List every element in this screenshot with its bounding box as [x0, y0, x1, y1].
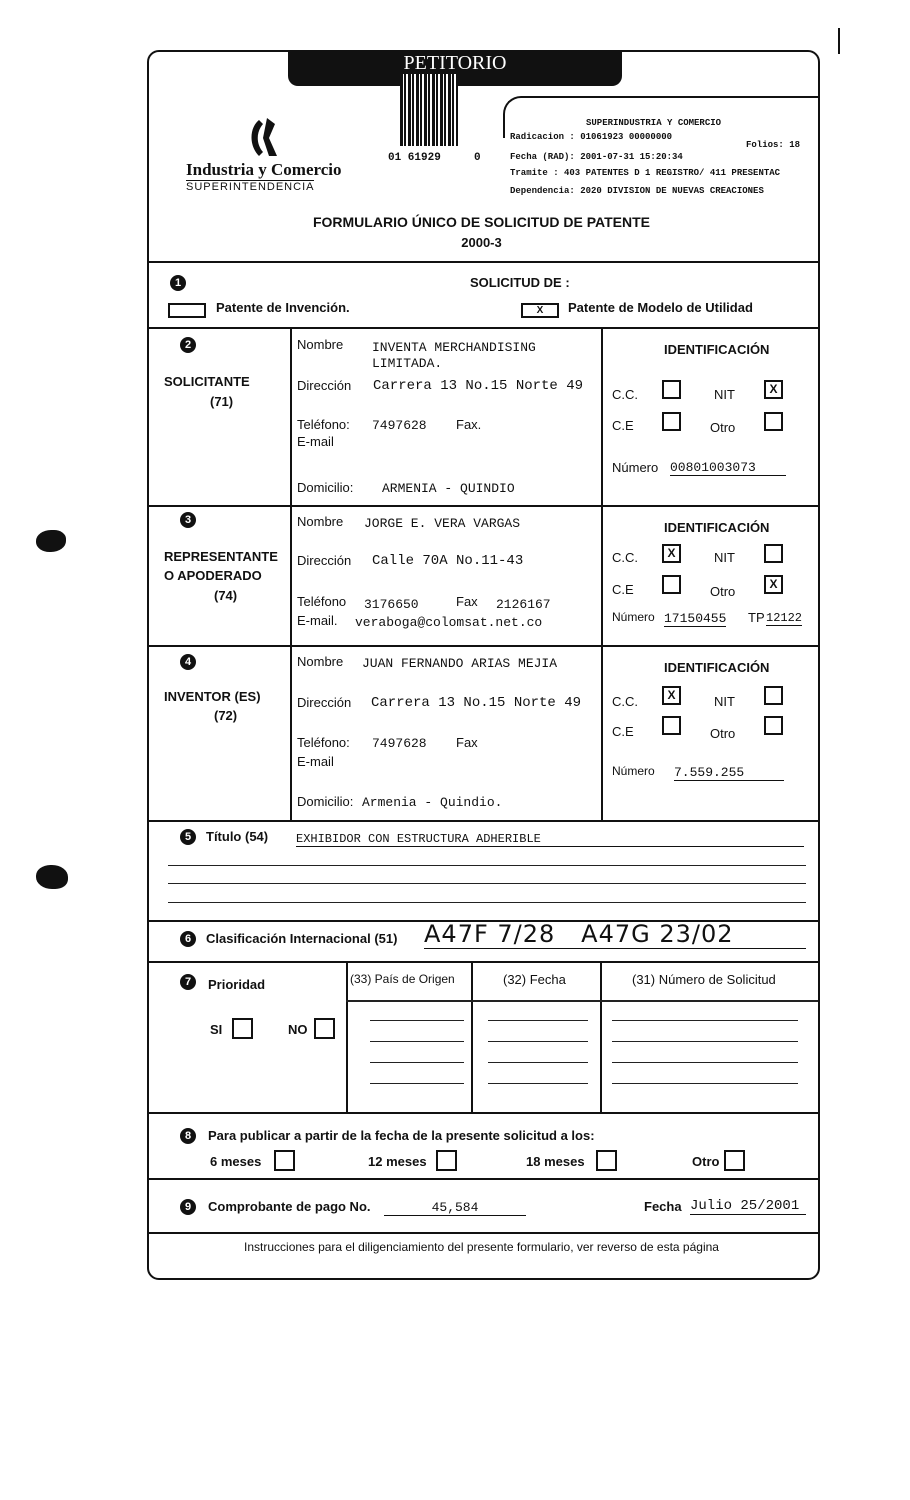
inventor-direccion: Carrera 13 No.15 Norte 49 — [371, 695, 582, 711]
prioridad-row — [488, 1020, 588, 1021]
numero-solicitud-header: (31) Número de Solicitud — [632, 972, 776, 987]
solicitante-numero: 00801003073 — [670, 460, 786, 476]
cc-checkbox[interactable]: X — [662, 686, 681, 705]
barcode — [400, 74, 458, 146]
publicar-label: Para publicar a partir de la fecha de la presente solicitud a los: — [208, 1128, 595, 1143]
solicitante-domicilio: ARMENIA - QUINDIO — [382, 481, 515, 496]
opt-12-meses-label: 12 meses — [368, 1154, 427, 1169]
stamp-radicacion: Radicacion : 01061923 00000000 — [510, 132, 673, 142]
prioridad-row — [370, 1062, 464, 1063]
nit-checkbox[interactable] — [764, 686, 783, 705]
divider — [147, 1232, 818, 1234]
barcode-number: 01 61929 — [388, 152, 441, 164]
otro-label: Otro — [710, 726, 736, 741]
divider — [147, 505, 818, 507]
banner-title: PETITORIO — [403, 52, 507, 74]
representante-email: veraboga@colomsat.net.co — [355, 615, 543, 630]
solicitante-direccion: Carrera 13 No.15 Norte 49 — [373, 378, 584, 394]
cc-label: C.C. — [612, 550, 638, 565]
footer-instructions: Instrucciones para el diligenciamiento del presente formulario, ver reverso de esta página — [244, 1240, 719, 1254]
email-label: E-mail. — [297, 613, 338, 628]
solicitante-code: (71) — [210, 394, 234, 409]
prioridad-row — [612, 1062, 798, 1063]
email-label: E-mail — [297, 754, 334, 769]
prioridad-row — [612, 1083, 798, 1084]
barcode-suffix: 0 — [474, 152, 481, 164]
prioridad-label: Prioridad — [208, 977, 266, 992]
section-number: 1 — [170, 275, 186, 291]
ce-checkbox[interactable] — [662, 412, 681, 431]
section-number: 8 — [180, 1128, 196, 1144]
divider — [147, 1112, 818, 1114]
no-checkbox[interactable] — [314, 1018, 335, 1039]
direccion-label: Dirección — [297, 378, 352, 393]
checkbox-modelo-utilidad[interactable]: X — [521, 303, 559, 318]
titulo-line — [168, 883, 806, 884]
section-number: 9 — [180, 1199, 196, 1215]
divider — [147, 261, 818, 263]
domicilio-label: Domicilio: — [297, 794, 354, 809]
clasificacion-value: A47F 7/28 A47G 23/02 — [424, 920, 806, 949]
tp-label: TP — [748, 610, 765, 625]
otro-checkbox[interactable] — [764, 716, 783, 735]
fax-label: Fax. — [456, 417, 482, 432]
stamp-folios: Folios: 18 — [746, 140, 801, 150]
fax-label: Fax — [456, 735, 478, 750]
nombre-label: Nombre — [297, 337, 344, 352]
titulo-label: Título (54) — [206, 829, 269, 844]
titulo-line — [168, 902, 806, 903]
representante-nombre: JORGE E. VERA VARGAS — [364, 516, 521, 531]
si-label: SI — [210, 1022, 223, 1037]
prioridad-row — [488, 1083, 588, 1084]
ce-label: C.E — [612, 418, 634, 433]
ink-blot — [36, 530, 66, 552]
prioridad-row — [612, 1020, 798, 1021]
inventor-numero: 7.559.255 — [674, 765, 784, 781]
domicilio-label: Domicilio: — [297, 480, 354, 495]
comprobante-label: Comprobante de pago No. — [208, 1199, 371, 1214]
titulo-value: EXHIBIDOR CON ESTRUCTURA ADHERIBLE — [296, 832, 804, 847]
cc-label: C.C. — [612, 387, 638, 402]
cc-label: C.C. — [612, 694, 638, 709]
representante-fax: 2126167 — [496, 597, 551, 612]
solicitante-label: SOLICITANTE — [164, 374, 250, 389]
inventor-label: INVENTOR (ES) — [164, 689, 261, 704]
nit-label: NIT — [714, 387, 735, 402]
identificacion-header: IDENTIFICACIÓN — [664, 660, 770, 675]
form-code: 2000-3 — [461, 235, 502, 250]
label-invencion: Patente de Invención. — [216, 300, 350, 315]
logo-subtitle: SUPERINTENDENCIA — [186, 181, 315, 193]
telefono-label: Teléfono — [297, 594, 347, 609]
otro-checkbox[interactable] — [764, 412, 783, 431]
nombre-label: Nombre — [297, 654, 344, 669]
divider — [147, 327, 818, 329]
col-divider — [601, 327, 603, 820]
prioridad-row — [370, 1020, 464, 1021]
logo-name: Industria y Comercio — [186, 160, 342, 179]
inventor-code: (72) — [214, 708, 238, 723]
representante-tp: 12122 — [766, 611, 803, 625]
divider — [147, 1178, 818, 1180]
section-number: 2 — [180, 337, 196, 353]
otro-checkbox[interactable]: X — [764, 575, 783, 594]
nit-label: NIT — [714, 694, 735, 709]
clasificacion-label: Clasificación Internacional (51) — [206, 931, 398, 946]
representante-label-2: O APODERADO — [164, 568, 262, 583]
section-number: 5 — [180, 829, 196, 845]
fax-label: Fax — [456, 594, 478, 609]
solicitante-nombre-1: INVENTA MERCHANDISING — [372, 340, 536, 355]
comprobante-value: 45,584 — [384, 1200, 526, 1216]
solicitante-nombre-2: LIMITADA. — [372, 356, 443, 371]
titulo-line — [168, 865, 806, 866]
section-number: 3 — [180, 512, 196, 528]
opt-otro-checkbox[interactable] — [724, 1150, 745, 1171]
prioridad-row — [488, 1062, 588, 1063]
fecha-value: Julio 25/2001 — [690, 1198, 806, 1215]
divider — [147, 961, 818, 963]
section-number: 7 — [180, 974, 196, 990]
prioridad-row — [488, 1041, 588, 1042]
divider — [147, 645, 818, 647]
identificacion-header: IDENTIFICACIÓN — [664, 342, 770, 357]
fecha-header: (32) Fecha — [503, 972, 566, 987]
cc-checkbox[interactable]: X — [662, 544, 681, 563]
cc-checkbox[interactable] — [662, 380, 681, 399]
otro-label: Otro — [710, 420, 736, 435]
telefono-label: Teléfono: — [297, 735, 350, 750]
nit-checkbox[interactable]: X — [764, 380, 783, 399]
representante-direccion: Calle 70A No.11-43 — [372, 553, 524, 569]
direccion-label: Dirección — [297, 695, 352, 710]
representante-code: (74) — [214, 588, 238, 603]
opt-12-meses-checkbox[interactable] — [436, 1150, 457, 1171]
representante-label-1: REPRESENTANTE — [164, 549, 278, 564]
telefono-label: Teléfono: — [297, 417, 350, 432]
numero-label: Número — [612, 460, 659, 475]
fecha-label: Fecha — [644, 1199, 682, 1214]
col-divider — [346, 961, 348, 1112]
prioridad-row — [370, 1083, 464, 1084]
opt-18-meses-checkbox[interactable] — [596, 1150, 617, 1171]
stamp-tramite: Tramite : 403 PATENTES D 1 REGISTRO/ 411 PRESENTAC — [510, 168, 781, 178]
prioridad-row — [370, 1041, 464, 1042]
stamp-entity: SUPERINDUSTRIA Y COMERCIO — [586, 118, 722, 128]
nit-label: NIT — [714, 550, 735, 565]
pais-origen-header: (33) País de Origen — [350, 972, 455, 986]
label-modelo-utilidad: Patente de Modelo de Utilidad — [568, 300, 753, 315]
col-divider — [290, 327, 292, 820]
inventor-telefono: 7497628 — [372, 736, 427, 751]
numero-label: Número — [612, 764, 655, 778]
si-checkbox[interactable] — [232, 1018, 253, 1039]
otro-label: Otro — [710, 584, 736, 599]
section-number: 4 — [180, 654, 196, 670]
opt-6-meses-label: 6 meses — [210, 1154, 262, 1169]
col-divider — [471, 961, 473, 1112]
stamp-fecha: Fecha (RAD): 2001-07-31 15:20:34 — [510, 152, 683, 162]
prioridad-row — [612, 1041, 798, 1042]
divider — [147, 820, 818, 822]
opt-6-meses-checkbox[interactable] — [274, 1150, 295, 1171]
logo-emblem — [245, 116, 283, 160]
representante-numero: 17150455 — [664, 611, 727, 626]
ce-label: C.E — [612, 582, 634, 597]
ce-checkbox[interactable] — [662, 716, 681, 735]
opt-otro-label: Otro — [692, 1154, 720, 1169]
prioridad-header-line — [346, 1000, 818, 1002]
checkbox-invencion[interactable] — [168, 303, 206, 318]
ce-label: C.E — [612, 724, 634, 739]
section-1-title: SOLICITUD DE : — [470, 275, 570, 290]
numero-label: Número — [612, 610, 655, 624]
stamp-dependencia: Dependencia: 2020 DIVISION DE NUEVAS CREACIONES — [510, 186, 764, 196]
no-label: NO — [288, 1022, 308, 1037]
opt-18-meses-label: 18 meses — [526, 1154, 585, 1169]
solicitante-telefono: 7497628 — [372, 418, 427, 433]
margin-mark — [838, 28, 840, 54]
nombre-label: Nombre — [297, 514, 344, 529]
inventor-nombre: JUAN FERNANDO ARIAS MEJIA — [362, 656, 558, 671]
nit-checkbox[interactable] — [764, 544, 783, 563]
ce-checkbox[interactable] — [662, 575, 681, 594]
ink-blot — [36, 865, 68, 889]
identificacion-header: IDENTIFICACIÓN — [664, 520, 770, 535]
col-divider — [600, 961, 602, 1112]
representante-telefono: 3176650 — [364, 597, 419, 612]
inventor-domicilio: Armenia - Quindio. — [362, 795, 503, 810]
form-title: FORMULARIO ÚNICO DE SOLICITUD DE PATENTE — [312, 214, 651, 230]
email-label: E-mail — [297, 434, 334, 449]
section-number: 6 — [180, 931, 196, 947]
direccion-label: Dirección — [297, 553, 352, 568]
